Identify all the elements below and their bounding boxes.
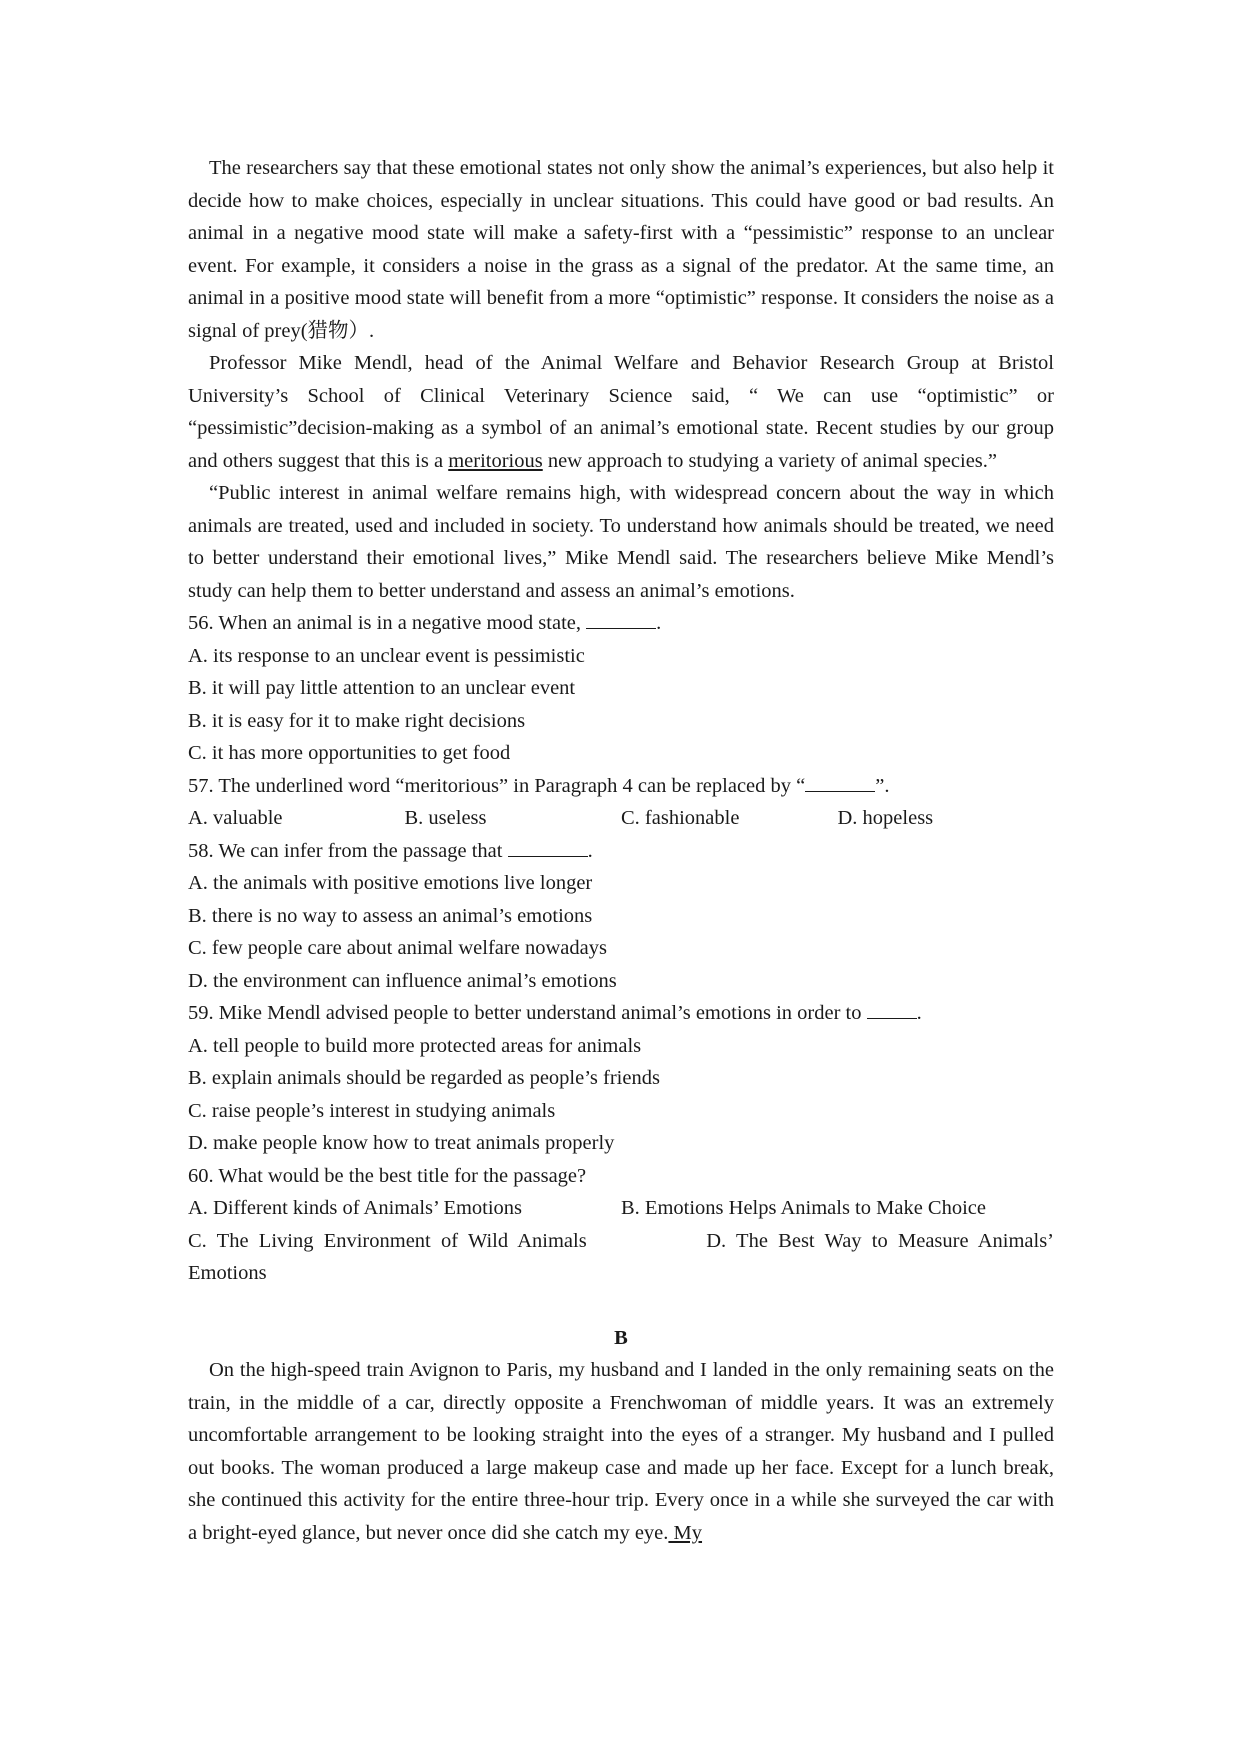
question-56-end: . — [656, 612, 662, 634]
question-60-stem: 60. What would be the best title for the passage? — [188, 1164, 587, 1187]
paragraph-2-text-end: new approach to studying a variety of animal species.” — [542, 449, 997, 472]
question-60-options-row-2 — [188, 1225, 1054, 1258]
question-60-option-d: D. The Best Way to Measure Animals’ — [706, 1229, 1054, 1252]
passage-b-underlined-text: My — [668, 1521, 703, 1544]
answer-blank — [508, 836, 588, 857]
answer-blank — [867, 998, 917, 1019]
question-59-option: B. explain animals should be regarded as people’s friends — [188, 1067, 660, 1089]
question-60-option-a: A. Different kinds of Animals’ Emotions — [188, 1197, 523, 1219]
question-56-option: B. it is easy for it to make right decisions — [188, 709, 526, 732]
question-59-end: . — [916, 1002, 922, 1024]
question-60-option-d-continued: Emotions — [188, 1262, 267, 1284]
question-56-stem — [188, 607, 1054, 640]
passage-a-paragraph-3: “Public interest in animal welfare remains high, with widespread concern about the way in which animals are treated, used and included in society. To understand how animals should be treated, we need to better understand their emotional lives,” Mike Mendl said. The researchers believe Mike Mendl’s study can help them to better understand and assess an animal’s emotions. — [188, 482, 1054, 602]
question-59-stem — [188, 997, 1054, 1030]
question-57-options — [188, 802, 1054, 835]
question-56-text: 56. When an animal is in a negative mood state, — [188, 612, 587, 634]
question-58-option: B. there is no way to assess an animal’s emotions — [188, 904, 593, 927]
question-57-option-b: B. useless — [404, 807, 487, 829]
question-57-text: 57. The underlined word “meritorious” in Paragraph 4 can be replaced by “ — [188, 774, 806, 797]
question-58-stem — [188, 835, 1054, 868]
question-57-end: ”. — [875, 774, 890, 797]
question-58-option: A. the animals with positive emotions live longer — [188, 872, 593, 894]
passage-a-paragraph-2 — [188, 347, 1054, 477]
question-57-option-d: D. hopeless — [837, 807, 934, 829]
question-59-option: A. tell people to build more protected areas for animals — [188, 1034, 642, 1057]
question-59-option: C. raise people’s interest in studying animals — [188, 1099, 556, 1122]
question-58-text: 58. We can infer from the passage that — [188, 839, 508, 862]
question-57-option-a: A. valuable — [188, 807, 283, 829]
passage-a-paragraph-1: The researchers say that these emotional states not only show the animal’s experiences, but also help it decide how to make choices, especially in unclear situations. This could have good or bad results. An animal in a negative mood state will make a safety-first with a “pessimistic” response to an unclear event. For example, it considers a noise in the grass as a signal of the predator. At the same time, an animal in a positive mood state will benefit from a more “optimistic” response. It considers the noise as a signal of prey(猎物）. — [188, 157, 1054, 342]
question-59-option: D. make people know how to treat animals properly — [188, 1132, 615, 1154]
passage-b-text: On the high-speed train Avignon to Paris, my husband and I landed in the only remaining seats on the train, in the middle of a car, directly opposite a Frenchwoman of middle years. It was an extremely uncomfortable arrangement to be looking straight into the eyes of a stranger. My husband and I pulled out books. The woman produced a large makeup case and made up her face. Except for a lunch break, she continued this activity for the entire three-hour trip. Every once in a while she surveyed the car with a bright-eyed glance, but never once did she catch my eye. — [188, 1359, 1054, 1544]
passage-b-paragraph-1 — [188, 1354, 1054, 1549]
document-page — [188, 152, 1054, 1549]
answer-blank — [805, 771, 875, 792]
question-57-option-c: C. fashionable — [621, 807, 740, 829]
question-58-end: . — [587, 839, 593, 862]
question-58-option: C. few people care about animal welfare nowadays — [188, 937, 607, 959]
question-59-text: 59. Mike Mendl advised people to better understand animal’s emotions in order to — [188, 1002, 867, 1024]
question-56-option: C. it has more opportunities to get food — [188, 742, 511, 764]
section-heading-b: B — [614, 1326, 628, 1349]
question-60-option-b: B. Emotions Helps Animals to Make Choice — [621, 1197, 986, 1219]
question-56-option: B. it will pay little attention to an unclear event — [188, 677, 576, 699]
paragraph-2-text-start: Professor Mike Mendl, head of the Animal Welfare and Behavior Research Group at Bristol University’s School of Clinical Veterinary Science said, “ We can use “optimistic” or “pessimistic”decision-making as a symbol of an animal’s emotional state. Recent studies by our group and others suggest that this is a — [188, 352, 1054, 472]
question-58-option: D. the environment can influence animal’s emotions — [188, 969, 617, 992]
answer-blank — [586, 608, 656, 629]
question-60-options-row-1 — [188, 1192, 1054, 1225]
question-60-option-c: C. The Living Environment of Wild Animals — [188, 1229, 587, 1252]
question-56-option: A. its response to an unclear event is pessimistic — [188, 644, 585, 667]
question-57-stem — [188, 770, 1054, 803]
underlined-word-meritorious: meritorious — [448, 449, 543, 472]
